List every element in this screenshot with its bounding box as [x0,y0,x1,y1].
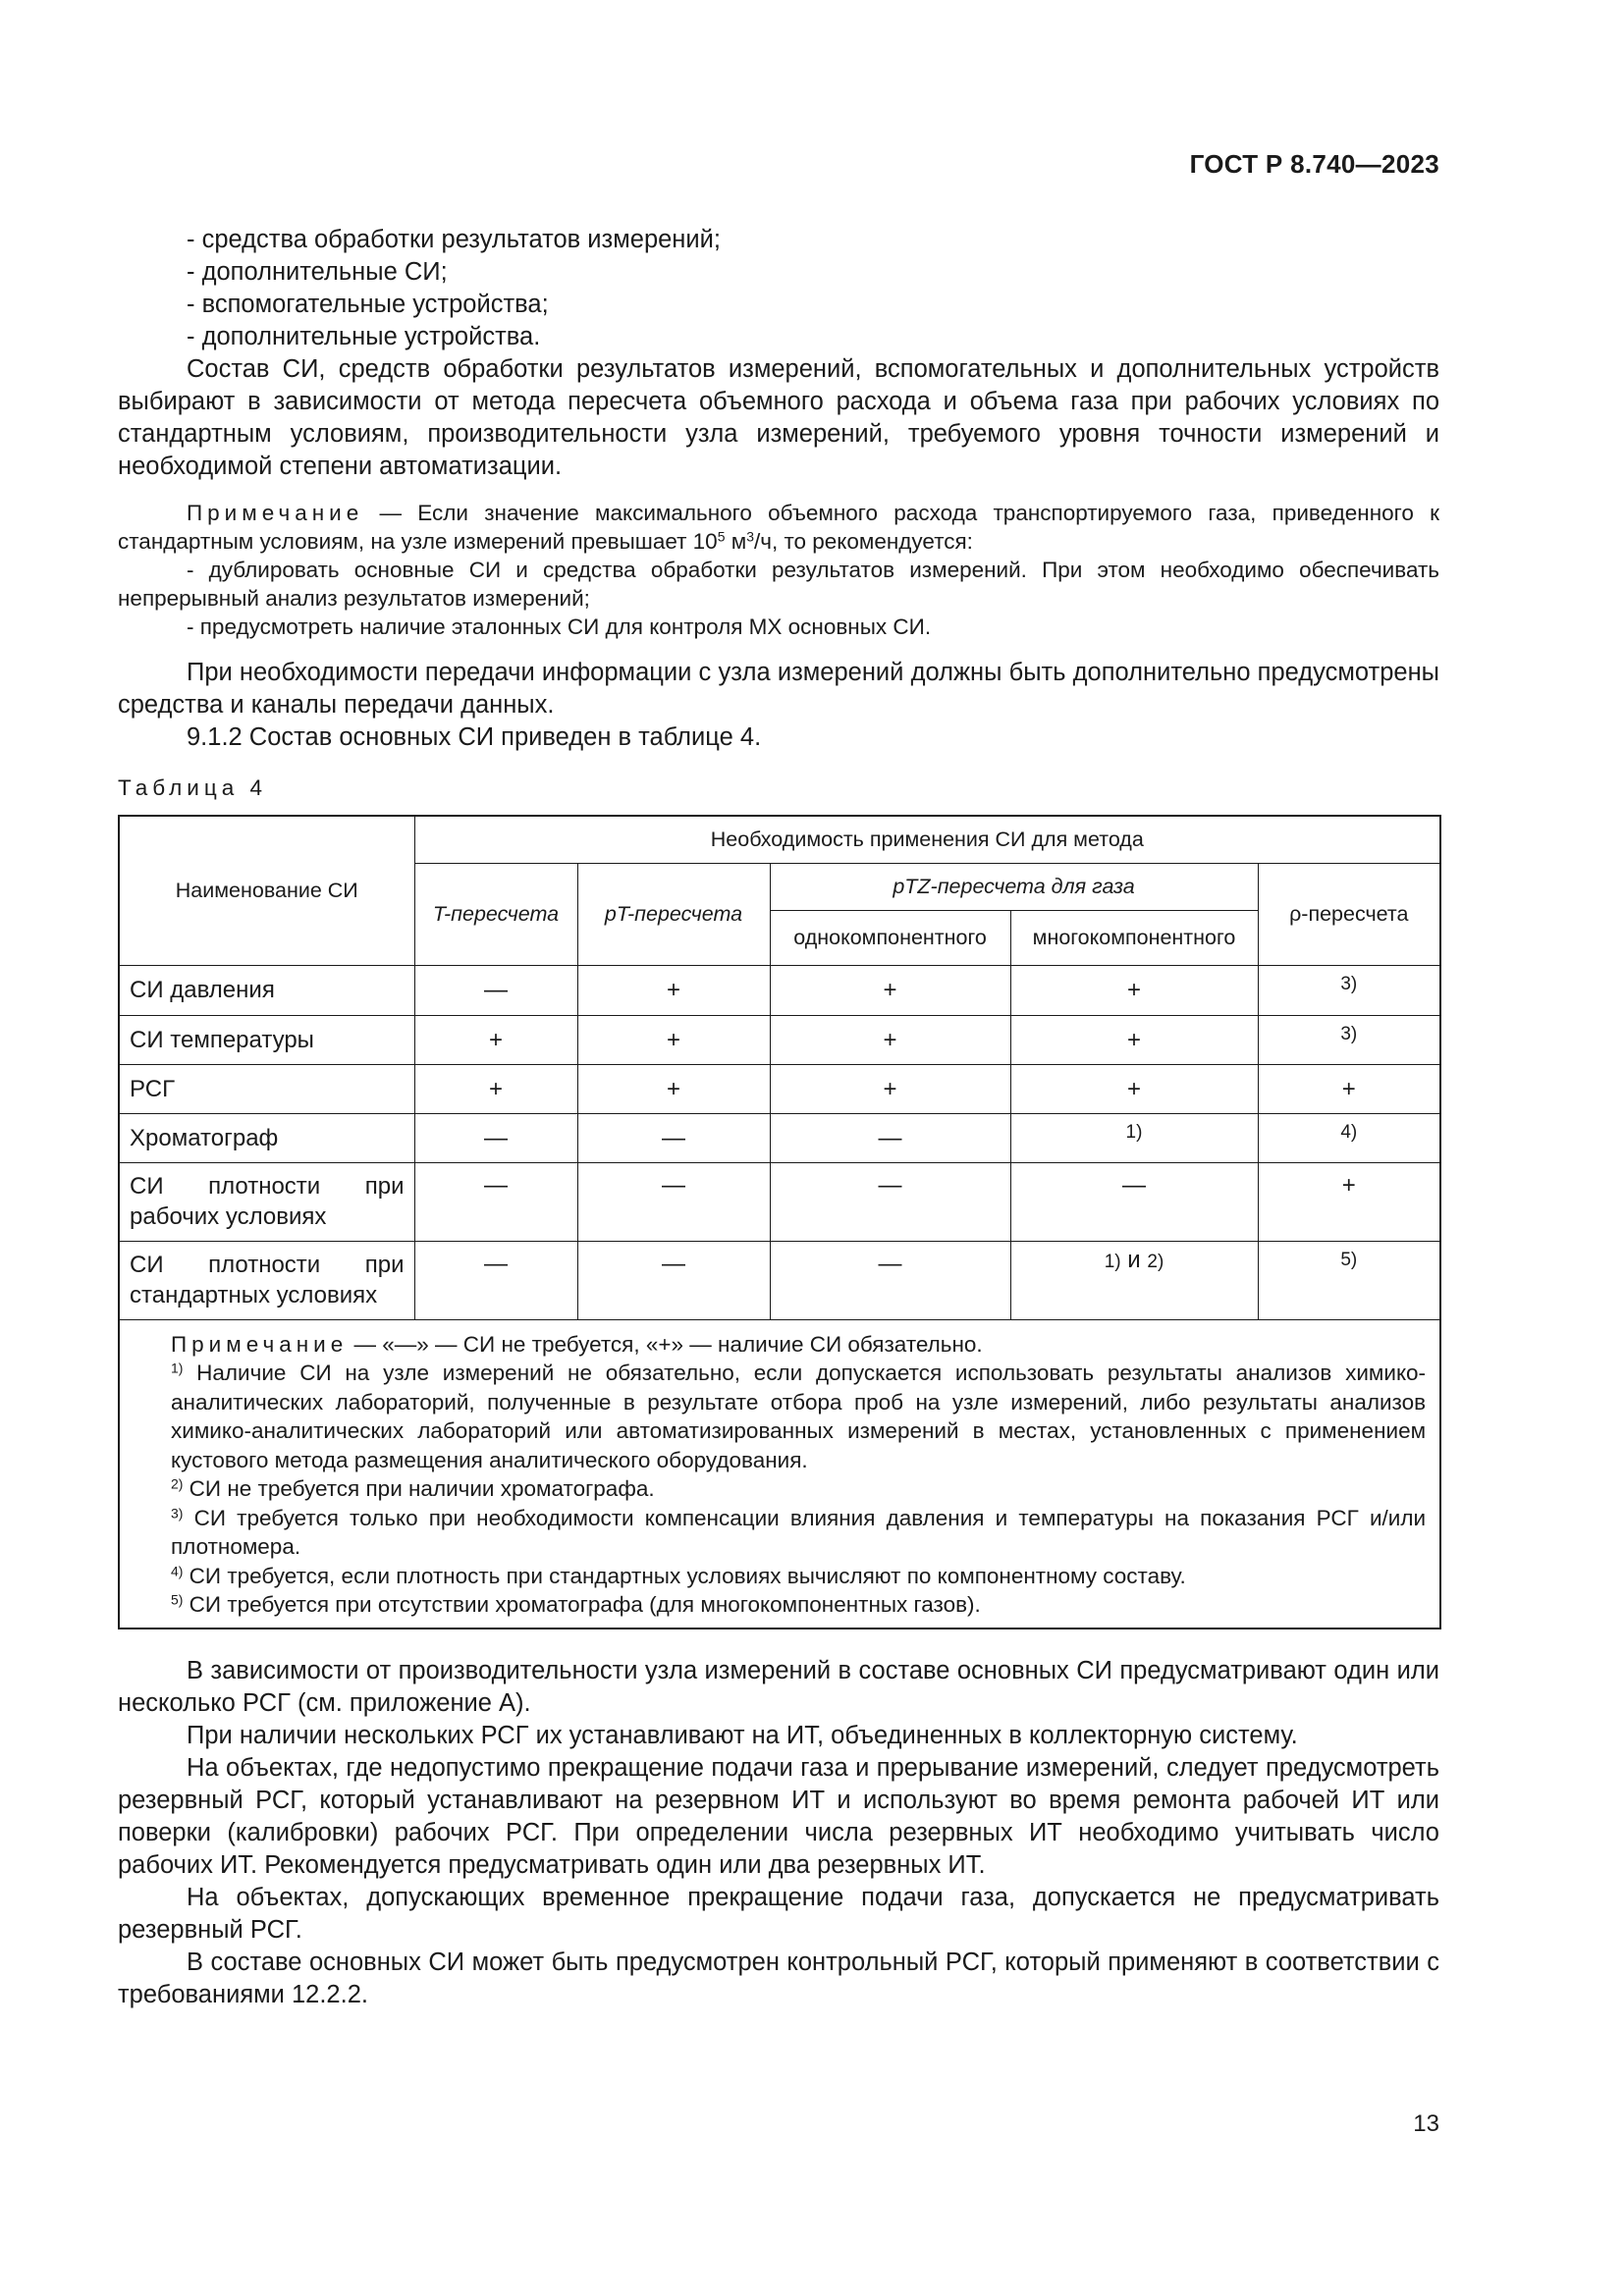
table-row [119,1064,1440,1113]
table-row [119,965,1440,1015]
cell-pt: + [577,1064,770,1113]
page-number: 13 [1413,2110,1439,2137]
cell-t: — [414,1113,577,1162]
cell-pt: — [577,1162,770,1241]
header-pt: pT-пересчета [577,863,770,965]
cell-single: + [770,1015,1010,1064]
cell-t: — [414,1162,577,1241]
note-label: Примечание [187,501,364,525]
closing-paragraph: В составе основных СИ может быть предусмотрен контрольный РСГ, который применяют в соответствии с требованиями 12.2.2. [118,1948,1439,2008]
closing-paragraph: На объектах, где недопустимо прекращение подачи газа и прерывание измерений, следует предусмотреть резервный РСГ, который устанавливают на резервном ИТ и используют во время ремонта рабочей ИТ или поверки (калибровки) рабочих РСГ. При определении числа резервных ИТ необходимо учитывать число рабочих ИТ. Рекомендуется предусматривать один или два резервных ИТ. [118,1753,1439,1879]
cell-rho: + [1258,1064,1440,1113]
cell-pt: + [577,965,770,1015]
cell-pt: + [577,1015,770,1064]
footnote-item: $^{5)}$ СИ требуется при отсутствии хроматографа (для многокомпонентных газов). [171,1591,981,1617]
cell-multi: + [1010,1064,1258,1113]
closing-paragraph: При наличии нескольких РСГ их устанавливают на ИТ, объединенных в коллекторную систему. [187,1721,1298,1749]
header-group: Необходимость применения СИ для метода [414,816,1440,863]
footnote-item: $^{1)}$ Наличие СИ на узле измерений не обязательно, если допускается использовать результаты анализов химико-аналитических лабораторий, полученные в результате отбора проб на узле измерений, либо результаты анализов химико-аналитических лабораторий или автоматизированных измерений в местах, установленных с применением кустового метода размещения аналитического оборудования. [171,1360,1427,1472]
closing-paragraph: В зависимости от производительности узла измерений в составе основных СИ предусматривают один или несколько РСГ (см. приложение А). [118,1656,1439,1717]
cell-rho: 3) [1258,1015,1440,1064]
header-name: Наименование СИ [119,816,414,965]
paragraph-transmission: При необходимости передачи информации с узла измерений должны быть дополнительно предусмотрены средства и каналы передачи данных. [118,659,1439,719]
cell-multi: — [1010,1162,1258,1241]
cell-single: + [770,1064,1010,1113]
table-footnotes [119,1319,1440,1629]
header-t: T-пересчета [414,863,577,965]
cell-pt: — [577,1113,770,1162]
header-single: однокомпонентного [770,910,1010,965]
row-name: СИ температуры [119,1015,414,1064]
cell-rho: 3) [1258,965,1440,1015]
footnote-item: $^{2)}$ СИ не требуется при наличии хроматографа. [171,1475,655,1501]
cell-multi: 1) и 2) [1010,1241,1258,1319]
cell-t: + [414,1064,577,1113]
list-item: - дополнительные СИ; [187,258,448,286]
paragraph-composition: Состав СИ, средств обработки результатов измерений, вспомогательных и дополнительных устройств выбирают в зависимости от метода пересчета объемного расхода и объема газа при рабочих условиях по стандартным условиям, производительности узла измерений, требуемого уровня точности измерений и необходимой степени автоматизации. [118,355,1439,480]
list-item: - средства обработки результатов измерений; [187,226,721,253]
note-block [118,499,1439,641]
note-item: - дублировать основные СИ и средства обработки результатов измерений. При этом необходимо обеспечивать непрерывный анализ результатов измерений; [118,558,1439,611]
row-name: СИ давления [119,965,414,1015]
row-name: Хроматограф [119,1113,414,1162]
footnote-item: $^{4)}$ СИ требуется, если плотность при стандартных условиях вычисляют по компонентному составу. [171,1562,1186,1588]
cell-single: — [770,1241,1010,1319]
list-item: - дополнительные устройства. [187,323,541,350]
table-row [119,1162,1440,1241]
cell-rho: + [1258,1162,1440,1241]
cell-pt: — [577,1241,770,1319]
table-caption: Таблица 4 [118,775,267,800]
note-item: - предусмотреть наличие эталонных СИ для контроля МХ основных СИ. [187,614,932,639]
table-row [119,1015,1440,1064]
cell-single: + [770,965,1010,1015]
cell-multi: 1) [1010,1113,1258,1162]
cell-t: — [414,965,577,1015]
closing-paragraph: На объектах, допускающих временное прекращение подачи газа, допускается не предусматривать резервный РСГ. [118,1883,1439,1944]
header-ptz: pTZ-пересчета для газа [770,863,1258,910]
closing-section [118,1655,1439,2011]
page-content [118,224,1439,2011]
header-rho: ρ-пересчета [1258,863,1440,965]
table-4 [118,815,1441,1629]
table-row [119,1241,1440,1319]
header-multi: многокомпонентного [1010,910,1258,965]
cell-rho: 4) [1258,1113,1440,1162]
note-paragraph: Примечание — Если значение максимального объемного расхода транспортируемого газа, приведенного к стандартным условиям, на узле измерений превышает $10^5$ $м^3/ч$, то рекомендуется: [118,501,1439,554]
cell-t: — [414,1241,577,1319]
table-row [119,1113,1440,1162]
cell-single: — [770,1113,1010,1162]
row-name: СИ плотности при стандартных условиях [119,1241,414,1319]
row-name: СИ плотности при рабочих условиях [119,1162,414,1241]
list-item: - вспомогательные устройства; [187,291,549,318]
cell-t: + [414,1015,577,1064]
cell-multi: + [1010,1015,1258,1064]
paragraph-912: 9.1.2 Состав основных СИ приведен в таблице 4. [187,723,762,751]
footnote-legend: Примечание — «—» — СИ не требуется, «+» — наличие СИ обязательно. [171,1331,983,1357]
footnote-item: $^{3)}$ СИ требуется только при необходимости компенсации влияния давления и температуры на показания РСГ и/или плотномера. [171,1504,1427,1559]
cell-multi: + [1010,965,1258,1015]
document-header: ГОСТ Р 8.740—2023 [1189,149,1439,179]
cell-single: — [770,1162,1010,1241]
row-name: РСГ [119,1064,414,1113]
cell-rho: 5) [1258,1241,1440,1319]
